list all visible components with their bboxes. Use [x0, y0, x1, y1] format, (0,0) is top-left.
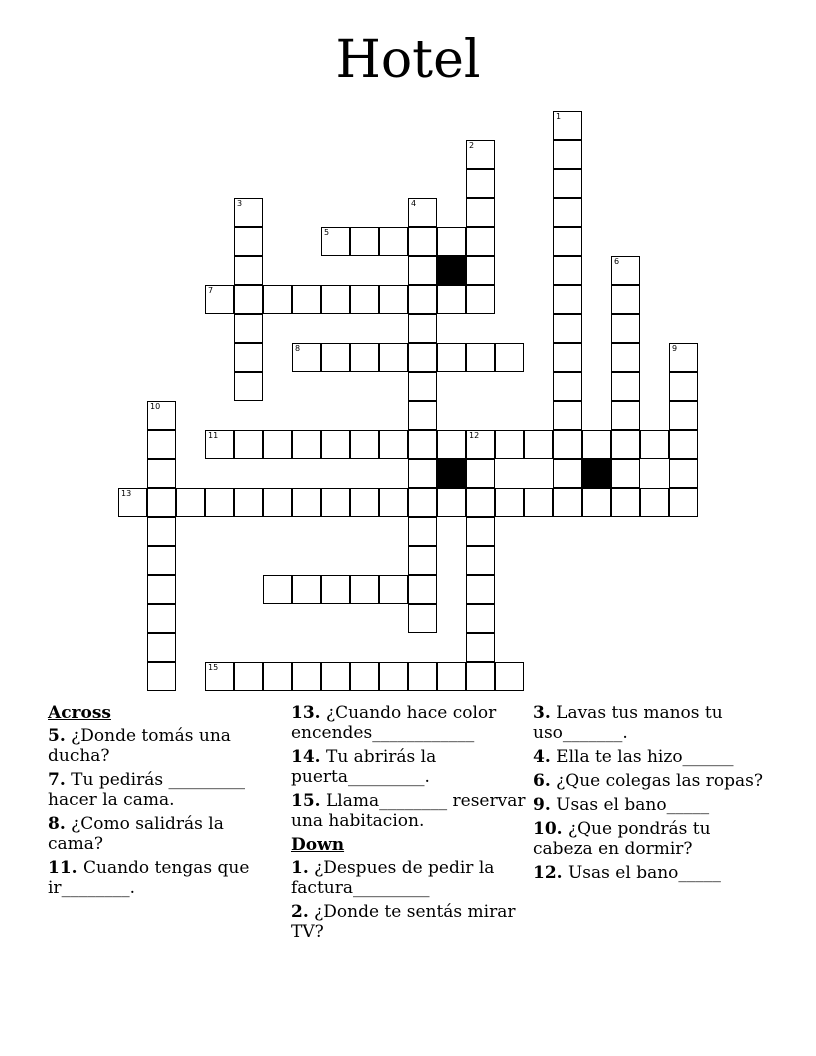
grid-cell[interactable] [350, 575, 379, 604]
grid-cell[interactable] [379, 430, 408, 459]
grid-cell[interactable] [321, 430, 350, 459]
clue-text: Llama________ reservar una habitacion. [291, 791, 526, 831]
grid-cell[interactable] [321, 227, 350, 256]
cell-number: 7 [208, 286, 214, 295]
grid-cell[interactable] [379, 488, 408, 517]
grid-cell[interactable] [234, 256, 263, 285]
clue-text: ¿Despues de pedir la factura_________ [291, 858, 495, 898]
grid-cell[interactable] [118, 488, 147, 517]
grid-cell[interactable] [437, 662, 466, 691]
grid-cell[interactable] [553, 488, 582, 517]
grid-cell[interactable] [553, 343, 582, 372]
grid-cell[interactable] [408, 343, 437, 372]
grid-cell[interactable] [408, 459, 437, 488]
grid-cell[interactable] [234, 285, 263, 314]
grid-cell[interactable] [408, 430, 437, 459]
grid-cell[interactable] [408, 314, 437, 343]
clue-number: 15. [291, 791, 321, 811]
grid-cell[interactable] [234, 430, 263, 459]
grid-cell[interactable] [466, 256, 495, 285]
grid-cell[interactable] [466, 488, 495, 517]
grid-cell[interactable] [205, 430, 234, 459]
clue-text: ¿Como salidrás la cama? [48, 814, 224, 854]
grid-cell[interactable] [408, 546, 437, 575]
clue [533, 747, 763, 767]
grid-cell[interactable] [408, 401, 437, 430]
clue-text: Tu abrirás la puerta_________. [291, 747, 437, 787]
grid-cell[interactable] [263, 575, 292, 604]
clues-column-1 [48, 703, 273, 902]
grid-cell[interactable] [466, 546, 495, 575]
grid-cell[interactable] [408, 227, 437, 256]
down-clue-list [291, 858, 527, 942]
grid-cell[interactable] [234, 662, 263, 691]
clue-text: ¿Cuando hace color encendes____________ [291, 703, 497, 743]
grid-cell[interactable] [379, 285, 408, 314]
clue [291, 858, 527, 898]
grid-cell[interactable] [611, 314, 640, 343]
grid-cell[interactable] [669, 401, 698, 430]
grid-cell[interactable] [640, 430, 669, 459]
grid-cell[interactable] [466, 169, 495, 198]
clue-number: 10. [533, 819, 563, 839]
clue-number: 12. [533, 863, 563, 883]
grid-cell[interactable] [292, 343, 321, 372]
clue-number: 11. [48, 858, 78, 878]
grid-cell[interactable] [495, 662, 524, 691]
across-clue-list-continued [291, 703, 527, 831]
grid-cell[interactable] [321, 662, 350, 691]
clue [48, 770, 273, 810]
grid-cell[interactable] [495, 343, 524, 372]
clue-number: 2. [291, 902, 309, 922]
grid-cell[interactable] [379, 343, 408, 372]
grid-cell[interactable] [408, 517, 437, 546]
grid-cell[interactable] [408, 285, 437, 314]
grid-cell[interactable] [466, 285, 495, 314]
puzzle-title: Hotel [335, 30, 481, 90]
black-cell [437, 256, 466, 285]
grid-cell[interactable] [321, 575, 350, 604]
clue-number: 8. [48, 814, 66, 834]
grid-cell[interactable] [437, 227, 466, 256]
grid-cell[interactable] [553, 430, 582, 459]
grid-cell[interactable] [611, 401, 640, 430]
clue-text: ¿Que pondrás tu cabeza en dormir? [533, 819, 711, 859]
grid-cell[interactable] [466, 633, 495, 662]
grid-cell[interactable] [379, 227, 408, 256]
grid-cell[interactable] [292, 285, 321, 314]
cell-number: 2 [469, 141, 475, 150]
grid-cell[interactable] [147, 517, 176, 546]
clue-text: Usas el bano_____ [562, 863, 721, 883]
grid-cell[interactable] [553, 140, 582, 169]
grid-cell[interactable] [263, 430, 292, 459]
grid-cell[interactable] [466, 517, 495, 546]
grid-cell[interactable] [147, 633, 176, 662]
grid-cell[interactable] [408, 488, 437, 517]
grid-cell[interactable] [553, 111, 582, 140]
grid-cell[interactable] [437, 343, 466, 372]
cell-number: 13 [121, 489, 132, 498]
grid-cell[interactable] [466, 227, 495, 256]
clue-number: 5. [48, 726, 66, 746]
grid-cell[interactable] [379, 575, 408, 604]
grid-cell[interactable] [350, 285, 379, 314]
grid-cell[interactable] [234, 488, 263, 517]
clue-text: Lavas tus manos tu uso_______. [533, 703, 723, 743]
grid-cell[interactable] [234, 198, 263, 227]
grid-cell[interactable] [669, 343, 698, 372]
clue-number: 13. [291, 703, 321, 723]
grid-cell[interactable] [553, 372, 582, 401]
clue-text: Cuando tengas que ir________. [48, 858, 250, 898]
grid-cell[interactable] [408, 372, 437, 401]
clues-column-3 [533, 703, 763, 887]
grid-cell[interactable] [321, 488, 350, 517]
down-heading: Down [291, 835, 345, 855]
cell-number: 5 [324, 228, 330, 237]
grid-cell[interactable] [205, 285, 234, 314]
grid-cell[interactable] [379, 662, 408, 691]
grid-cell[interactable] [611, 343, 640, 372]
clues-column-2 [291, 703, 527, 946]
clue [291, 791, 527, 831]
clue-number: 14. [291, 747, 321, 767]
grid-cell[interactable] [611, 285, 640, 314]
grid-cell[interactable] [553, 401, 582, 430]
grid-cell[interactable] [408, 662, 437, 691]
black-cell [582, 459, 611, 488]
cell-number: 3 [237, 199, 243, 208]
grid-cell[interactable] [640, 488, 669, 517]
clue-number: 1. [291, 858, 309, 878]
grid-cell[interactable] [582, 430, 611, 459]
grid-cell[interactable] [524, 488, 553, 517]
grid-cell[interactable] [147, 604, 176, 633]
clue-number: 3. [533, 703, 551, 723]
across-clue-list [48, 726, 273, 898]
cell-number: 1 [556, 112, 562, 121]
cell-number: 15 [208, 663, 219, 672]
clue-number: 4. [533, 747, 551, 767]
grid-cell[interactable] [234, 314, 263, 343]
grid-cell[interactable] [582, 488, 611, 517]
grid-cell[interactable] [321, 343, 350, 372]
grid-cell[interactable] [669, 430, 698, 459]
clue [533, 771, 763, 791]
grid-cell[interactable] [263, 488, 292, 517]
grid-cell[interactable] [611, 459, 640, 488]
grid-cell[interactable] [553, 459, 582, 488]
black-cell [437, 459, 466, 488]
grid-cell[interactable] [669, 459, 698, 488]
grid-cell[interactable] [553, 169, 582, 198]
grid-cell[interactable] [147, 401, 176, 430]
clue [533, 795, 763, 815]
grid-cell[interactable] [234, 227, 263, 256]
cell-number: 11 [208, 431, 219, 440]
grid-cell[interactable] [292, 430, 321, 459]
clue [48, 858, 273, 898]
grid-cell[interactable] [495, 430, 524, 459]
grid-cell[interactable] [147, 546, 176, 575]
grid-cell[interactable] [437, 488, 466, 517]
clue-text: ¿Donde te sentás mirar TV? [291, 902, 516, 942]
grid-cell[interactable] [408, 604, 437, 633]
clue [533, 703, 763, 743]
grid-cell[interactable] [669, 372, 698, 401]
grid-cell[interactable] [553, 198, 582, 227]
clue [48, 814, 273, 854]
clue [291, 747, 527, 787]
grid-cell[interactable] [292, 575, 321, 604]
clue-text: ¿Donde tomás una ducha? [48, 726, 231, 766]
grid-cell[interactable] [553, 227, 582, 256]
cell-number: 4 [411, 199, 417, 208]
grid-cell[interactable] [350, 430, 379, 459]
grid-cell[interactable] [263, 285, 292, 314]
clue [48, 726, 273, 766]
grid-cell[interactable] [466, 459, 495, 488]
grid-cell[interactable] [263, 662, 292, 691]
clue-text: Usas el bano_____ [550, 795, 710, 815]
grid-cell[interactable] [553, 314, 582, 343]
clue-number: 9. [533, 795, 551, 815]
grid-cell[interactable] [292, 488, 321, 517]
grid-cell[interactable] [408, 256, 437, 285]
grid-cell[interactable] [466, 575, 495, 604]
grid-cell[interactable] [611, 372, 640, 401]
grid-cell[interactable] [466, 430, 495, 459]
grid-cell[interactable] [350, 227, 379, 256]
grid-cell[interactable] [350, 343, 379, 372]
grid-cell[interactable] [408, 575, 437, 604]
clue-text: ¿Que colegas las ropas? [550, 771, 763, 791]
grid-cell[interactable] [234, 372, 263, 401]
clue-number: 7. [48, 770, 66, 790]
grid-cell[interactable] [553, 256, 582, 285]
clue-text: Tu pedirás _________ hacer la cama. [48, 770, 245, 810]
grid-cell[interactable] [495, 488, 524, 517]
grid-cell[interactable] [234, 343, 263, 372]
grid-cell[interactable] [205, 488, 234, 517]
grid-cell[interactable] [437, 285, 466, 314]
down-clue-list-continued [533, 703, 763, 883]
grid-cell[interactable] [466, 343, 495, 372]
clue [291, 703, 527, 743]
grid-cell[interactable] [611, 488, 640, 517]
cell-number: 6 [614, 257, 620, 266]
cell-number: 10 [150, 402, 161, 411]
grid-cell[interactable] [147, 575, 176, 604]
clue [533, 863, 763, 883]
grid-cell[interactable] [147, 662, 176, 691]
grid-cell[interactable] [205, 662, 234, 691]
grid-cell[interactable] [147, 459, 176, 488]
grid-cell[interactable] [350, 488, 379, 517]
grid-cell[interactable] [466, 604, 495, 633]
grid-cell[interactable] [292, 662, 321, 691]
clue [533, 819, 763, 859]
grid-cell[interactable] [466, 662, 495, 691]
grid-cell[interactable] [466, 198, 495, 227]
across-heading: Across [48, 703, 111, 723]
cell-number: 9 [672, 344, 678, 353]
grid-cell[interactable] [147, 488, 176, 517]
grid-cell[interactable] [321, 285, 350, 314]
grid-cell[interactable] [553, 285, 582, 314]
grid-cell[interactable] [437, 430, 466, 459]
grid-cell[interactable] [466, 140, 495, 169]
grid-cell[interactable] [176, 488, 205, 517]
grid-cell[interactable] [147, 430, 176, 459]
grid-cell[interactable] [611, 430, 640, 459]
clue [291, 902, 527, 942]
clue-number: 6. [533, 771, 551, 791]
grid-cell[interactable] [611, 256, 640, 285]
cell-number: 12 [469, 431, 480, 440]
grid-cell[interactable] [408, 198, 437, 227]
grid-cell[interactable] [350, 662, 379, 691]
grid-cell[interactable] [669, 488, 698, 517]
cell-number: 8 [295, 344, 301, 353]
grid-cell[interactable] [524, 430, 553, 459]
clue-text: Ella te las hizo______ [550, 747, 734, 767]
